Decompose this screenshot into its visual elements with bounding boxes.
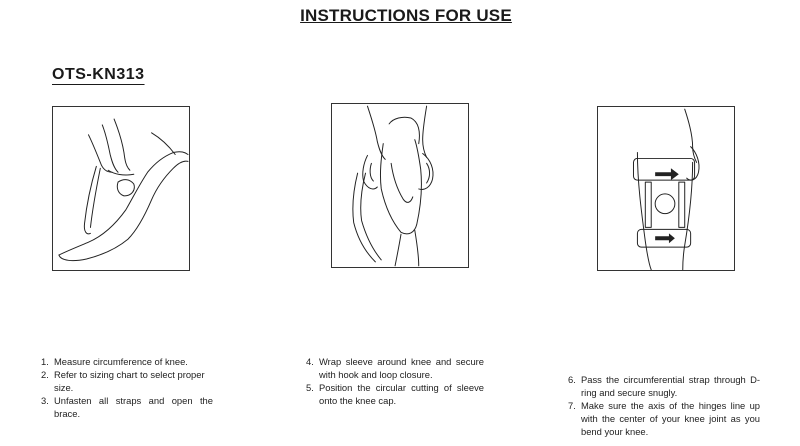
illustration-measure-knee [52,106,190,271]
steps-strap [568,373,760,438]
step-item: 1. Measure circumference of knee. [41,356,188,367]
step-item: 3. Unfasten all straps and open the brace. [41,395,213,419]
secure-strap-drawing [598,107,734,270]
step-item: 4. Wrap sleeve around knee and secure with hook and loop closure. [306,356,484,380]
illustration-secure-strap [597,106,735,271]
page-title: INSTRUCTIONS FOR USE [300,6,512,25]
steps-wrap [306,355,484,407]
measure-knee-drawing [53,107,189,270]
steps-measure [41,355,213,420]
wrap-sleeve-drawing [332,104,468,267]
step-item: 2. Refer to sizing chart to select proper size. [41,369,205,393]
illustration-wrap-sleeve [331,103,469,268]
step-item: 6. Pass the circumferential strap through D-ring and secure snugly. [568,374,760,398]
step-item: 7. Make sure the axis of the hinges line up with the center of your knee joint as you bend your knee. [568,400,760,437]
arrow-right-icon [655,233,675,243]
model-number: OTS-KN313 [52,66,145,83]
step-item: 5. Position the circular cutting of sleeve onto the knee cap. [306,382,484,406]
arrow-right-icon [655,168,679,180]
